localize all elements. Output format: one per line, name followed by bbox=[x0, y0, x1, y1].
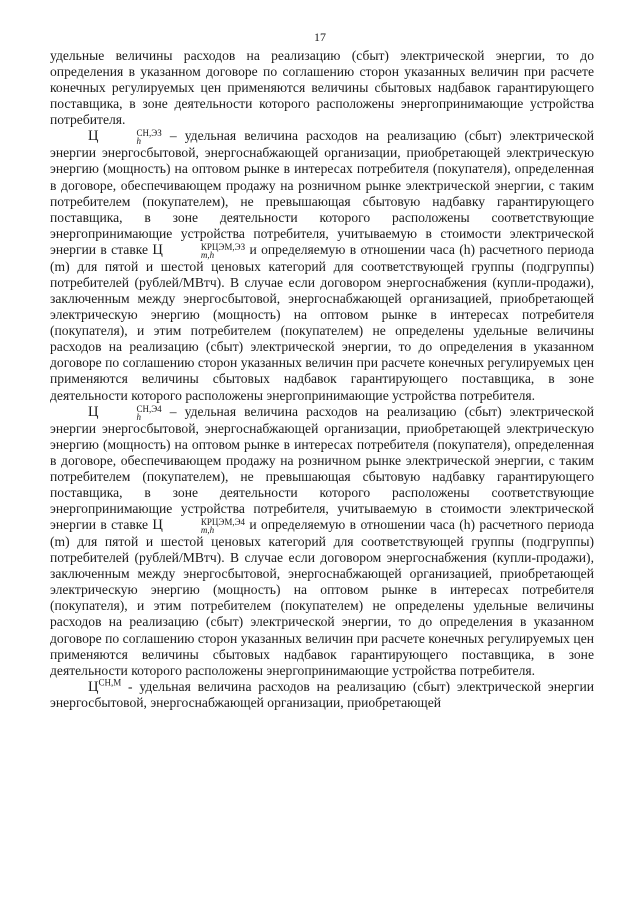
symbol-indices: СН,Э4 h bbox=[136, 403, 162, 422]
document-body bbox=[50, 48, 594, 711]
paragraph-4: $Ц^{СН,М}$ - удельная величина расходов на реализацию (сбыт) электрической энергии энергосбытовой, энергоснабжающей организации, приобретающей bbox=[50, 677, 594, 710]
symbol-superscript: СН,М bbox=[98, 677, 122, 688]
symbol-indices: КРЦЭМ,ЭЗ m,h bbox=[200, 241, 246, 260]
symbol-indices: КРЦЭМ,Э4 m,h bbox=[200, 516, 246, 535]
price-symbol: Ц bbox=[152, 517, 163, 534]
page-number: 17 bbox=[314, 30, 326, 44]
price-symbol: Ц bbox=[88, 403, 99, 420]
paragraph-3: Ц СН,Э4 h – удельная величина расходов на реализацию (сбыт) электрической энергии энергосбытовой, энергоснабжающей организации, приобретающей электрическую энергию (мощность) на оптовом рынке в интересах потребителя (покупателя), определенная в договоре, обеспечивающем продажу на розничном рынке электрической энергии, с таким потребителем (покупателем), не превышающая сбытовую надбавку гарантирующего поставщика, в зоне деятельности которого расположены соответствующие энергопринимающие устройства потребителя, учитываемую в стоимости электрической энергии в ставке Ц КРЦЭМ,Э4 m,h и определяемую в отношении часа (h) расчетного периода (m) для пятой и шестой ценовых категорий для соответствующей группы (подгруппы) потребителей (рублей/МВтч). В случае если договором энергоснабжения (купли-продажи), заключенным между энергосбытовой, энергоснабжающей организацией, приобретающей электрическую энергию (мощность) на оптовом рынке в интересах потребителя (покупателя), и этим потребителем (покупателем) не определены удельные величины расходов на реализацию (сбыт) электрической энергии, то до определения в указанном договоре по соглашению сторон указанных величин при расчете конечных регулируемых цен применяются величины сбытовых надбавок гарантирующего поставщика, в зоне деятельности которого расположены энергопринимающие устройства потребителя. bbox=[50, 403, 594, 678]
paragraph-2: Ц СН,ЭЗ h – удельная величина расходов на реализацию (сбыт) электрической энергии энергосбытовой, энергоснабжающей организации, приобретающей электрическую энергию (мощность) на оптовом рынке в интересах потребителя (покупателя), определенная в договоре, обеспечивающем продажу на розничном рынке электрической энергии, с таким потребителем (покупателем), не превышающая сбытовую надбавку гарантирующего поставщика, в зоне деятельности которого расположены соответствующие энергопринимающие устройства потребителя, учитываемую в стоимости электрической энергии в ставке Ц КРЦЭМ,ЭЗ m,h и определяемую в отношении часа (h) расчетного периода (m) для пятой и шестой ценовых категорий для соответствующей группы (подгруппы) потребителей (рублей/МВтч). В случае если договором энергоснабжения (купли-продажи), заключенным между энергосбытовой, энергоснабжающей организацией, приобретающей электрическую энергию (мощность) на оптовом рынке в интересах потребителя (покупателя), и этим потребителем (покупателем) не определены удельные величины расходов на реализацию (сбыт) электрической энергии, то до определения в указанном договоре по соглашению сторон указанных величин при расчете конечных регулируемых цен применяются величины сбытовых надбавок гарантирующего поставщика, в зоне деятельности которого расположены энергопринимающие устройства потребителя. bbox=[50, 128, 594, 403]
price-symbol: Ц bbox=[152, 241, 163, 258]
price-symbol: Ц bbox=[88, 128, 99, 145]
paragraph-1: удельные величины расходов на реализацию (сбыт) электрической энергии, то до определения в указанном договоре по соглашению сторон указанных величин при расчете конечных регулируемых цен применяются величины сбытовых надбавок гарантирующего поставщика, в зоне деятельности которого расположены энергопринимающие устройства потребителя. bbox=[50, 48, 594, 128]
symbol-indices: СН,ЭЗ h bbox=[136, 128, 162, 147]
price-symbol: Ц bbox=[88, 678, 99, 695]
